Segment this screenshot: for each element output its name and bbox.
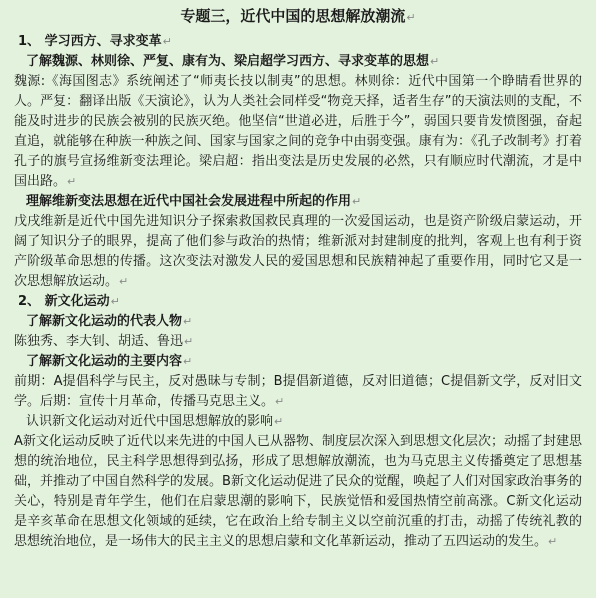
section-2-paragraph-1 [14, 332, 582, 352]
section-1-heading [18, 32, 582, 52]
paragraph-mark-icon: ↵ [119, 275, 129, 288]
document-title [14, 4, 582, 30]
section-1-paragraph-1 [14, 72, 582, 192]
paragraph-mark-icon: ↵ [275, 395, 285, 408]
paragraph-mark-icon: ↵ [548, 535, 558, 548]
section-1-paragraph-2-text: 戊戌维新是近代中国先进知识分子探索救国救民真理的一次爱国运动，也是资产阶级启蒙运动，开阔了知识分子的眼界，提高了他们参与政治的热情；维新派对封建制度的批判，客观上也有利于资产阶级革命思想的传播。这次变法对激发人民的爱国思想和民族精神起了重要作用，同时它又是一次思想解放运动。 [14, 214, 582, 289]
section-2-subheading-1-text: 了解新文化运动的代表人物 [26, 314, 183, 329]
section-2-heading-text: 2、 新文化运动 [18, 294, 110, 309]
paragraph-mark-icon: ↵ [184, 335, 194, 348]
section-2-subheading-1 [26, 312, 582, 332]
paragraph-mark-icon: ↵ [183, 315, 193, 328]
section-2-paragraph-2-text: 前期：A提倡科学与民主，反对愚昧与专制；B提倡新道德，反对旧道德；C提倡新文学，反对旧文学。后期：宣传十月革命，传播马克思主义。 [14, 374, 582, 409]
paragraph-mark-icon: ↵ [406, 11, 416, 24]
section-2-paragraph-3-text: A新文化运动反映了近代以来先进的中国人已从器物、制度层次深入到思想文化层次；动摇了封建思想的统治地位，民主科学思想得到弘扬，形成了思想解放潮流，也为马克思主义传播奠定了思想基础，并推动了中国自然科学的发展。B新文化运动促进了民众的觉醒，唤起了人们对国家政治事务的关心，特别是青年学生，他们在启蒙思潮的影响下，民族觉悟和爱国热情空前高涨。C新文化运动是辛亥革命在思想文化领域的延续，它在政治上给专制主义以空前沉重的打击，动摇了传统礼教的思想统治地位，是一场伟大的民主主义的思想启蒙和文化革新运动，推动了五四运动的发生。 [14, 434, 582, 549]
section-2-subheading-2 [26, 352, 582, 372]
section-1-subheading-1 [26, 52, 582, 72]
section-2-paragraph-2 [14, 372, 582, 412]
title-text: 专题三，近代中国的思想解放潮流 [180, 7, 406, 25]
section-1-subheading-1-text: 了解魏源、林则徐、严复、康有为、梁启超学习西方、寻求变革的思想 [26, 54, 430, 69]
section-2-subheading-3-text: 认识新文化运动对近代中国思想解放的影响 [26, 414, 274, 429]
paragraph-mark-icon: ↵ [274, 415, 284, 428]
section-2-paragraph-3 [14, 432, 582, 552]
paragraph-mark-icon: ↵ [162, 35, 172, 48]
paragraph-mark-icon: ↵ [430, 55, 440, 68]
section-2-paragraph-1-text: 陈独秀、李大钊、胡适、鲁迅 [14, 334, 184, 349]
paragraph-mark-icon: ↵ [183, 355, 193, 368]
section-2-heading [18, 292, 582, 312]
paragraph-mark-icon: ↵ [67, 175, 77, 188]
section-1-paragraph-1-text: 魏源:《海国图志》系统阐述了“师夷长技以制夷”的思想。林则徐：近代中国第一个睁睛看世界的人。严复：翻译出版《天演论》，认为人类社会同样受“物竞天择，适者生存”的天演法则的支配，不能及时进步的民族会被别的民族灭绝。他坚信“世道必进，后胜于今”，弱国只要肯发愤图强，奋起直追，就能够在种族一种族之间、国家与国家之间的竞争中由弱变强。康有为：《孔子改制考》打着孔子的旗号宣扬维新变法理论。梁启超：指出变法是历史发展的必然，只有顺应时代潮流，才是中国出路。 [14, 74, 582, 189]
section-2-subheading-3 [26, 412, 582, 432]
paragraph-mark-icon: ↵ [352, 195, 362, 208]
section-1-subheading-2-text: 理解维新变法思想在近代中国社会发展进程中所起的作用 [26, 194, 352, 209]
section-1-heading-text: 1、 学习西方、寻求变革 [18, 34, 162, 49]
section-1-paragraph-2 [14, 212, 582, 292]
paragraph-mark-icon: ↵ [110, 295, 120, 308]
section-2-subheading-2-text: 了解新文化运动的主要内容 [26, 354, 183, 369]
section-1-subheading-2 [26, 192, 582, 212]
